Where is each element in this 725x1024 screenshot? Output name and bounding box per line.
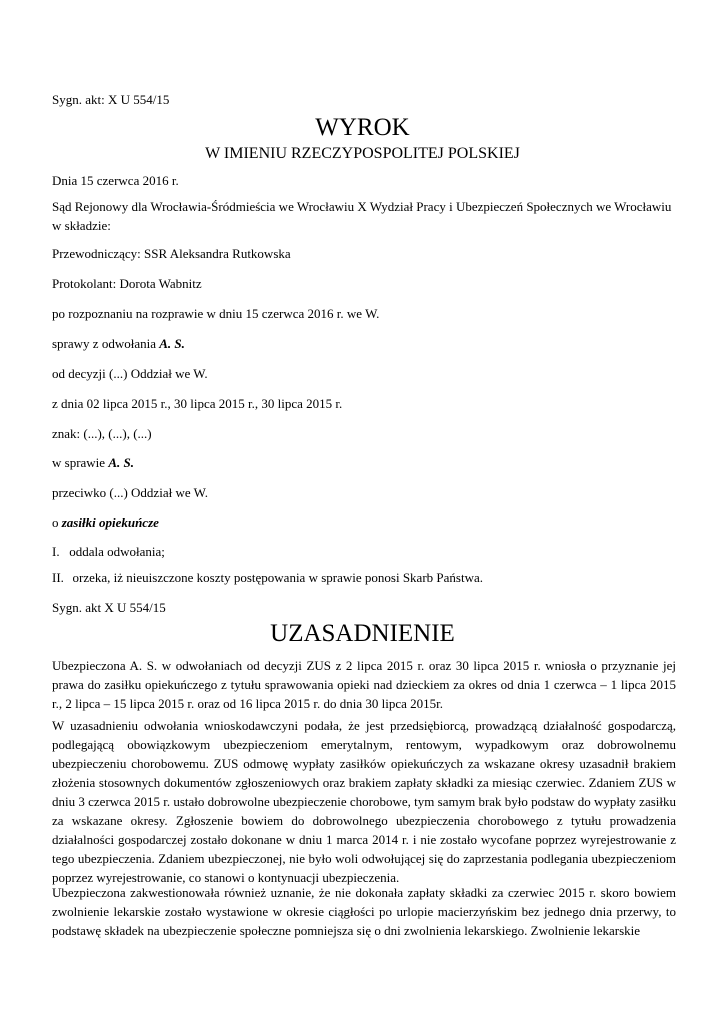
court-composition: Sąd Rejonowy dla Wrocławia-Śródmieścia we Wrocławiu X Wydział Pracy i Ubezpieczeń Społecznych we Wrocławiu w składzie: <box>52 199 672 233</box>
decision-dates: z dnia 02 lipca 2015 r., 30 lipca 2015 r., 30 lipca 2015 r. <box>52 396 343 411</box>
subject-line <box>52 513 676 532</box>
ruling-2 <box>52 568 676 587</box>
ruling-2-number: II. <box>52 570 64 585</box>
case-number: Sygn. akt: X U 554/15 <box>52 92 170 107</box>
judgment-subtitle: W IMIENIU RZECZYPOSPOLITEJ POLSKIEJ <box>205 145 520 162</box>
subject-prefix: o <box>52 515 62 530</box>
hearing-info: po rozpoznaniu na rozprawie w dniu 15 czerwca 2016 r. we W. <box>52 306 380 321</box>
appeal-prefix: sprawy z odwołania <box>52 336 160 351</box>
decision-sign: znak: (...), (...), (...) <box>52 426 152 441</box>
case-party: A. S. <box>108 455 134 470</box>
appeal-line <box>52 334 676 353</box>
opposing-party: przeciwko (...) Oddział we W. <box>52 485 208 500</box>
court-clerk: Protokolant: Dorota Wabnitz <box>52 276 202 291</box>
case-prefix: w sprawie <box>52 455 109 470</box>
decision-origin: od decyzji (...) Oddział we W. <box>52 366 208 381</box>
judgment-title: WYROK <box>315 114 410 141</box>
ruling-1-text: oddala odwołania; <box>69 544 165 559</box>
ruling-1 <box>52 542 676 561</box>
justification-case-number: Sygn. akt X U 554/15 <box>52 600 166 615</box>
judgment-date: Dnia 15 czerwca 2016 r. <box>52 173 179 188</box>
ruling-2-text: orzeka, iż nieuiszczone koszty postępowania w sprawie ponosi Skarb Państwa. <box>72 570 483 585</box>
subject-matter: zasiłki opiekuńcze <box>61 515 159 530</box>
justification-title: UZASADNIENIE <box>270 620 455 647</box>
justification-paragraph-1: Ubezpieczona A. S. w odwołaniach od decyzji ZUS z 2 lipca 2015 r. oraz 30 lipca 2015 r. wniosła o przyznanie jej prawa do zasiłku opiekuńczego z tytułu sprawowania opieki nad dzieckiem za okres od dnia 1 czerwca – 1 lipca 2015 r., 2 lipca – 15 lipca 2015 r. oraz od 16 lipca 2015 r. do dnia 30 lipca 2015r. <box>52 658 676 711</box>
justification-paragraph-2: W uzasadnieniu odwołania wnioskodawczyni podała, że jest przedsiębiorcą, prowadzącą działalność gospodarczą, podlegającą obowiązkowym ubezpieczeniom emerytalnym, rentowym, wypadkowym oraz dobrowolnemu ubezpieczeniu chorobowemu. ZUS odmowę wypłaty zasiłków opiekuńczych za wskazane okresy uzasadnił brakiem złożenia stosownych dokumentów zgłoszeniowych oraz brakiem zapłaty składki za miesiąc czerwiec. Zdaniem ZUS w dniu 3 czerwca 2015 r. ustało dobrowolne ubezpieczenie chorobowe, tym samym brak było podstaw do wypłaty zasiłku za wskazane okresy. Zgłoszenie bowiem do dobrowolnego ubezpieczenia chorobowego z tytułu prowadzenia działalności gospodarczej zostało dokonane w dniu 1 marca 2014 r. i nie zostało wycofane poprzez wyrejestrowanie z tego ubezpieczenia. Zdaniem ubezpieczonej, nie było woli odwołującej się do zaprzestania podlegania ubezpieczeniom poprzez wyrejestrowanie, co stanowi o kontynuacji ubezpieczenia. <box>52 718 676 885</box>
ruling-1-number: I. <box>52 544 60 559</box>
case-line <box>52 453 676 472</box>
presiding-judge: Przewodniczący: SSR Aleksandra Rutkowska <box>52 246 291 261</box>
appellant-name: A. S. <box>159 336 185 351</box>
justification-paragraph-3: Ubezpieczona zakwestionowała również uznanie, że nie dokonała zapłaty składki za czerwiec 2015 r. skoro bowiem zwolnienie lekarskie zostało wystawione w okresie ciągłości po urlopie macierzyńskim bez jednego dnia przerwy, to podstawę składek na ubezpieczenie społeczne pomniejsza się o dni zwolnienia lekarskiego. Zwolnienie lekarskie <box>52 885 676 938</box>
